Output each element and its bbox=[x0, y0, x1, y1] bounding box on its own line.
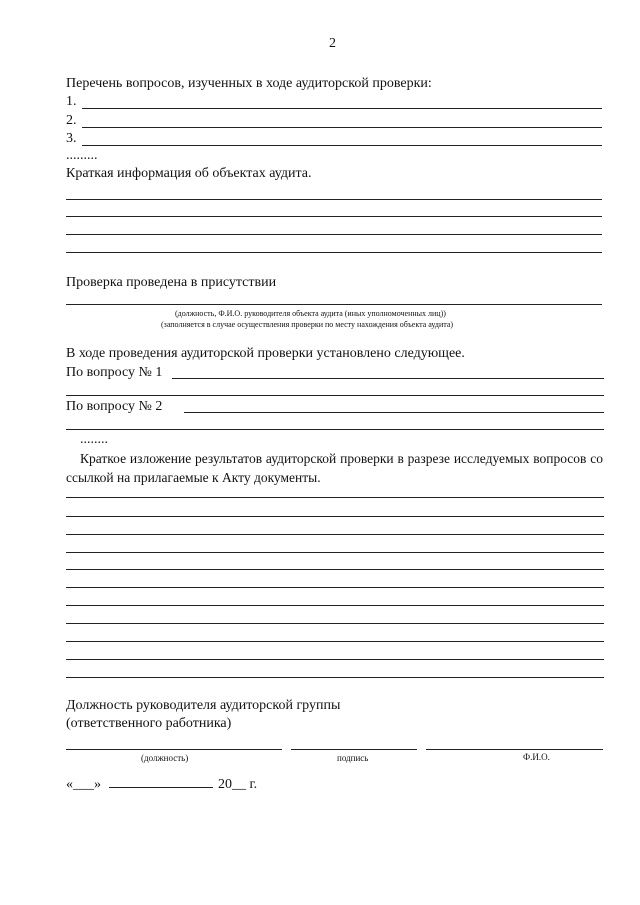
presence-note-2: (заполняется в случае осуществления проверки по месту нахождения объекта аудита) bbox=[161, 320, 454, 329]
summary-line-1 bbox=[66, 497, 604, 498]
question-item-2-line bbox=[82, 127, 602, 128]
summary-line-9 bbox=[66, 641, 604, 642]
presence-line bbox=[66, 304, 602, 305]
presence-heading: Проверка проведена в присутствии bbox=[66, 275, 277, 290]
signature-position-label: (должность) bbox=[141, 753, 189, 763]
findings-q1-line-a bbox=[172, 378, 604, 379]
signature-name-line bbox=[426, 749, 603, 750]
date-month-blank bbox=[109, 775, 213, 788]
date-year-blank: __ bbox=[232, 777, 246, 792]
summary-line-8 bbox=[66, 623, 604, 624]
question-item-3-number: 3. bbox=[66, 131, 77, 146]
date-close-quote: » bbox=[94, 777, 101, 792]
summary-line-5 bbox=[66, 569, 604, 570]
page-number: 2 bbox=[329, 36, 336, 51]
findings-ellipsis: ........ bbox=[80, 432, 108, 447]
signature-name-label: Ф.И.О. bbox=[523, 752, 550, 762]
date-year-suffix: г. bbox=[249, 777, 258, 792]
summary-text: Краткое изложение результатов аудиторской проверки в разрезе исследуемых вопросов со ссылкой на прилагаемые к Акту документы. bbox=[66, 451, 603, 485]
summary-line-11 bbox=[66, 677, 604, 678]
objects-info-line-4 bbox=[66, 252, 602, 253]
signature-heading-line-2: (ответственного работника) bbox=[66, 716, 232, 731]
presence-note-1: (должность, Ф.И.О. руководителя объекта аудита (иных уполномоченных лиц)) bbox=[175, 309, 446, 318]
findings-q2-line-b bbox=[66, 429, 604, 430]
questions-ellipsis: ......... bbox=[66, 148, 98, 163]
objects-info-heading: Краткая информация об объектах аудита. bbox=[66, 166, 312, 181]
question-item-2-number: 2. bbox=[66, 113, 77, 128]
summary-line-7 bbox=[66, 605, 604, 606]
signature-sign-label: подпись bbox=[337, 753, 369, 763]
summary-line-4 bbox=[66, 552, 604, 553]
objects-info-line-3 bbox=[66, 234, 602, 235]
signature-position-line bbox=[66, 749, 282, 750]
findings-q2-line-a bbox=[184, 412, 604, 413]
summary-line-2 bbox=[66, 516, 604, 517]
questions-heading: Перечень вопросов, изученных в ходе аудиторской проверки: bbox=[66, 76, 432, 91]
summary-line-6 bbox=[66, 587, 604, 588]
date-open-quote: « bbox=[66, 777, 73, 792]
summary-line-3 bbox=[66, 534, 604, 535]
objects-info-line-2 bbox=[66, 216, 602, 217]
question-item-1-number: 1. bbox=[66, 94, 77, 109]
findings-q1-label: По вопросу № 1 bbox=[66, 365, 163, 380]
objects-info-line-1 bbox=[66, 199, 602, 200]
summary-line-10 bbox=[66, 659, 604, 660]
question-item-3-line bbox=[82, 145, 602, 146]
date-year-prefix: 20 bbox=[218, 777, 232, 792]
date-line bbox=[66, 775, 257, 793]
findings-q2-label: По вопросу № 2 bbox=[66, 399, 163, 414]
date-day-blank: ___ bbox=[73, 777, 94, 792]
signature-sign-line bbox=[291, 749, 417, 750]
signature-heading-line-1: Должность руководителя аудиторской группы bbox=[66, 698, 341, 713]
findings-heading: В ходе проведения аудиторской проверки установлено следующее. bbox=[66, 346, 465, 361]
question-item-1-line bbox=[82, 108, 602, 109]
findings-q1-line-b bbox=[66, 395, 604, 396]
